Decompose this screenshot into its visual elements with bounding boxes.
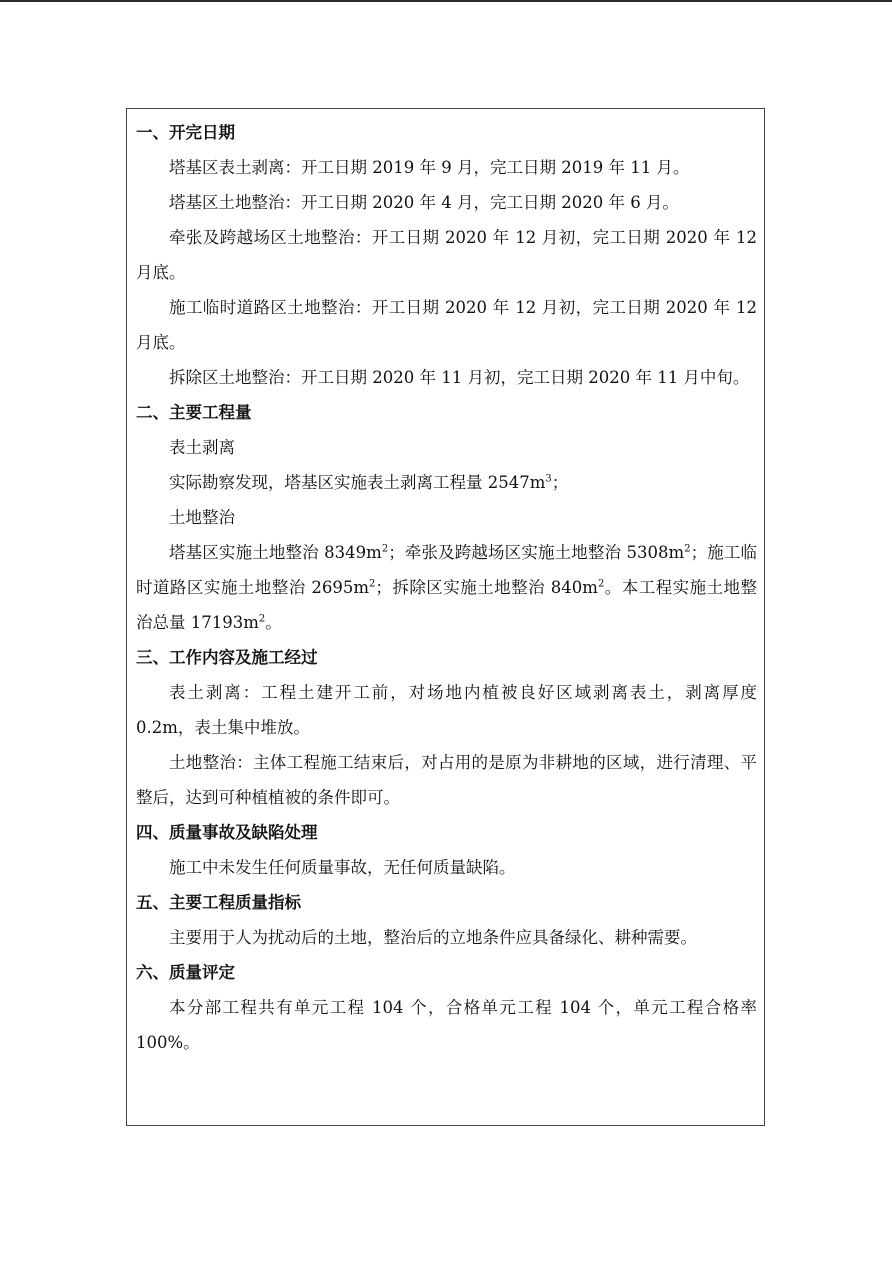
quantity-end: 。 [265,613,282,632]
topsoil-quantity-text: 实际勘察发现，塔基区实施表土剥离工程量 2547m [169,473,546,492]
unit-superscript: 2 [684,543,691,555]
paragraph-tension-site-dates: 牵张及跨越场区土地整治：开工日期 2020 年 12 月初，完工日期 2020 年 12 月底。 [136,228,757,282]
quantity-tower: 塔基区实施土地整治 8349m [169,543,382,562]
paragraph-temp-road-dates: 施工临时道路区土地整治：开工日期 2020 年 12 月初，完工日期 2020 年 12 月底。 [136,298,757,352]
unit-superscript: 2 [381,543,389,555]
quantity-tension-site: ；牵张及跨越场区实施土地整治 5308m [388,543,685,562]
quantity-temp-road: ；施工临时道路区实施土地整治 2695m [136,543,758,597]
paragraph-tower-strip-dates: 塔基区表土剥离：开工日期 2019 年 9 月，完工日期 2019 年 11 月。 [169,158,690,177]
paragraph-tower-land-dates: 塔基区土地整治：开工日期 2020 年 4 月，完工日期 2020 年 6 月。 [169,193,679,212]
section-heading-work-content: 三、工作内容及施工经过 [136,648,318,667]
section-heading-quantities: 二、主要工程量 [136,403,252,422]
subheading-topsoil-stripping: 表土剥离 [169,438,235,457]
paragraph-quality-indicators: 主要用于人为扰动后的土地，整治后的立地条件应具备绿化、耕种需要。 [169,928,697,947]
quantity-total: 。本工程实施土地整治总量 17193m [136,578,758,632]
paragraph-topsoil-work: 表土剥离：工程土建开工前，对场地内植被良好区域剥离表土，剥离厚度 0.2m，表土集中堆放。 [136,683,757,737]
topsoil-quantity-end: ； [551,473,569,492]
paragraph-no-accidents: 施工中未发生任何质量事故，无任何质量缺陷。 [169,858,516,877]
document-table-cell [126,108,765,1126]
paragraph-topsoil-quantity [136,465,757,500]
unit-superscript: 2 [597,578,605,590]
subheading-land-leveling: 土地整治 [169,508,235,527]
paragraph-land-leveling-quantity [136,535,757,640]
section-heading-dates: 一、开完日期 [136,123,235,142]
paragraph-quality-rating: 本分部工程共有单元工程 104 个，合格单元工程 104 个，单元工程合格率 100%。 [136,998,757,1052]
unit-superscript: 3 [545,473,552,485]
unit-superscript: 2 [369,578,376,590]
top-border-line [0,0,892,2]
paragraph-leveling-work: 土地整治：主体工程施工结束后，对占用的是原为非耕地的区域，进行清理、平整后，达到可种植植被的条件即可。 [136,753,757,807]
section-heading-quality-accidents: 四、质量事故及缺陷处理 [136,823,318,842]
section-heading-quality-indicators: 五、主要工程质量指标 [136,893,301,912]
unit-superscript: 2 [258,613,266,625]
paragraph-demolition-dates: 拆除区土地整治：开工日期 2020 年 11 月初，完工日期 2020 年 11 月中旬。 [169,368,750,387]
quantity-demolition: ；拆除区实施土地整治 840m [375,578,598,597]
document-body [136,115,757,1060]
section-heading-quality-rating: 六、质量评定 [136,963,235,982]
